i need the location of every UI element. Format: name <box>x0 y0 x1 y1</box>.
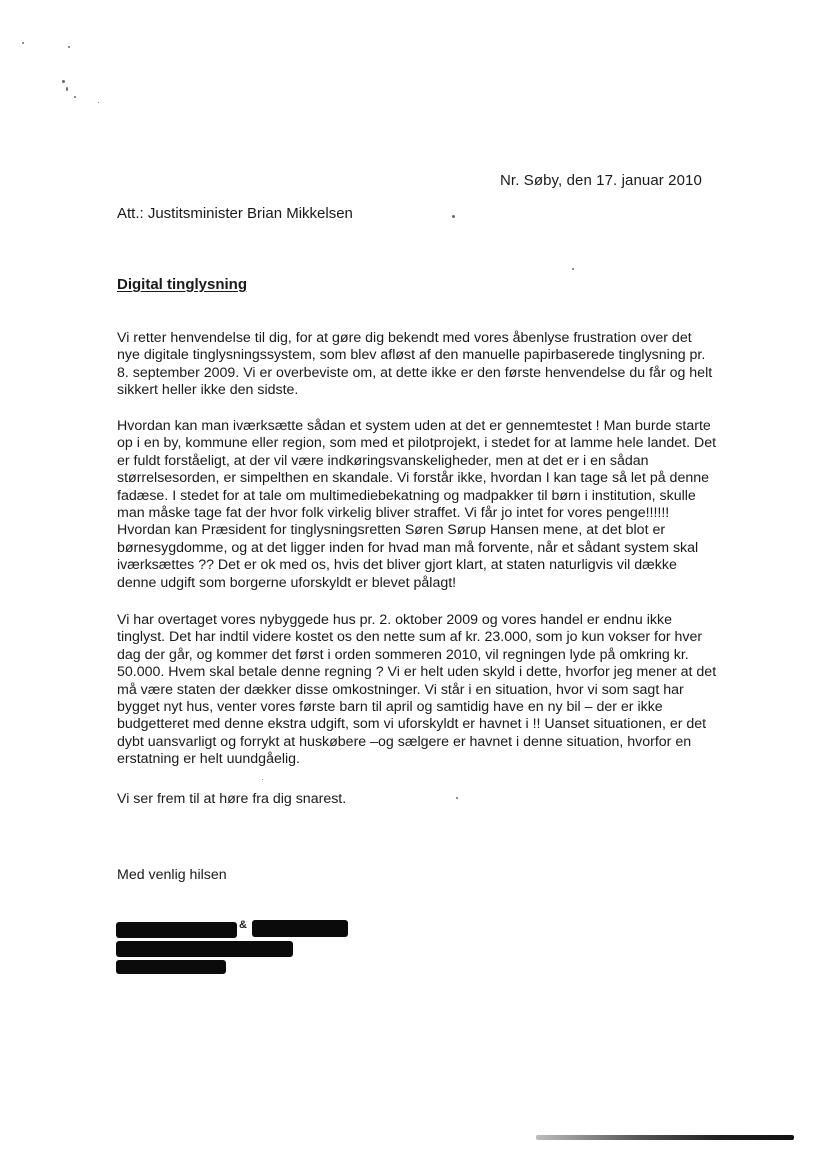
redacted-name <box>116 922 237 938</box>
scan-speck <box>22 42 24 44</box>
scan-speck <box>66 87 68 91</box>
scan-speck <box>262 779 263 780</box>
letter-date: Nr. Søby, den 17. januar 2010 <box>500 172 702 189</box>
scan-speck <box>68 46 70 48</box>
redacted-address <box>116 941 293 957</box>
scan-speck <box>62 80 65 83</box>
scan-speck <box>452 215 455 218</box>
signature-separator: & <box>239 919 247 931</box>
body-paragraph: Vi retter henvendelse til dig, for at gøre dig bekendt med vores åbenlyse frustration over det nye digitale tinglysningssystem, som blev afløst af den manuelle papirbaserede tinglysning pr. 8. september 2009. Vi er overbeviste om, at dette ikke er den første henvendelse du får og helt sikkert heller ikke den sidste. <box>117 330 713 399</box>
scan-speck <box>572 268 574 270</box>
scan-speck <box>74 96 76 98</box>
redacted-address <box>116 960 226 974</box>
body-paragraph: Vi har overtaget vores nybyggede hus pr. 2. oktober 2009 og vores handel er endnu ikke tinglyst. Det har indtil videre kostet os den nette sum af kr. 23.000, som jo kun vokser for hver dag der går, og kommer det først i orden sommeren 2010, vil regningen lyde på omkring kr. 50.000. Hvem skal betale denne regning ? Vi er helt uden skyld i dette, hvorfor jeg mener at det må være staten der dækker disse omkostninger. Vi står i en situation, hvor vi som sagt har bygget nyt hus, venter vores første barn til april og samtidig have en ny bil – der er ikke budgetteret med denne ekstra udgift, som vi uforskyldt er havnet i !! Uanset situationen, er det dybt uansvarligt og forrykt at huskøbere –og sælgere er havnet i denne situation, hvorfor en erstatning er helt uundgåelig. <box>117 612 717 768</box>
recipient-line: Att.: Justitsminister Brian Mikkelsen <box>117 205 353 222</box>
body-paragraph: Hvordan kan man iværksætte sådan et system uden at det er gennemtestet ! Man burde starte op i en by, kommune eller region, som med et pilotprojekt, i stedet for at lamme hele landet. Det er fuldt forståeligt, at der vil være indkøringsvanskeligheder, men at det er i en sådan størrelsesorden, er simpelthen en skandale. Vi forstår ikke, hvordan I kan tage så let på denne fadæse. I stedet for at tale om multimediebekatning og madpakker til børn i institution, skulle man måske tage fat der hvor folk virkelig bliver straffet. Vi får jo intet for vores penge!!!!!! Hvordan kan Præsident for tinglysningsretten Søren Sørup Hansen mene, at det blot er børnesygdomme, og at det ligger inden for hvad man må forvente, når et sådant system skal iværksættes ?? Det er ok med os, hvis det bliver gjort klart, at staten naturligvis vil dække denne udgift som borgerne uforskyldt er blevet pålagt! <box>117 418 717 591</box>
body-paragraph: Vi ser frem til at høre fra dig snarest. <box>117 791 347 807</box>
scan-edge-rule <box>536 1135 794 1140</box>
redacted-name <box>252 920 348 937</box>
letter-subject: Digital tinglysning <box>117 276 247 293</box>
scan-speck <box>98 102 99 103</box>
closing-phrase: Med venlig hilsen <box>117 867 227 883</box>
